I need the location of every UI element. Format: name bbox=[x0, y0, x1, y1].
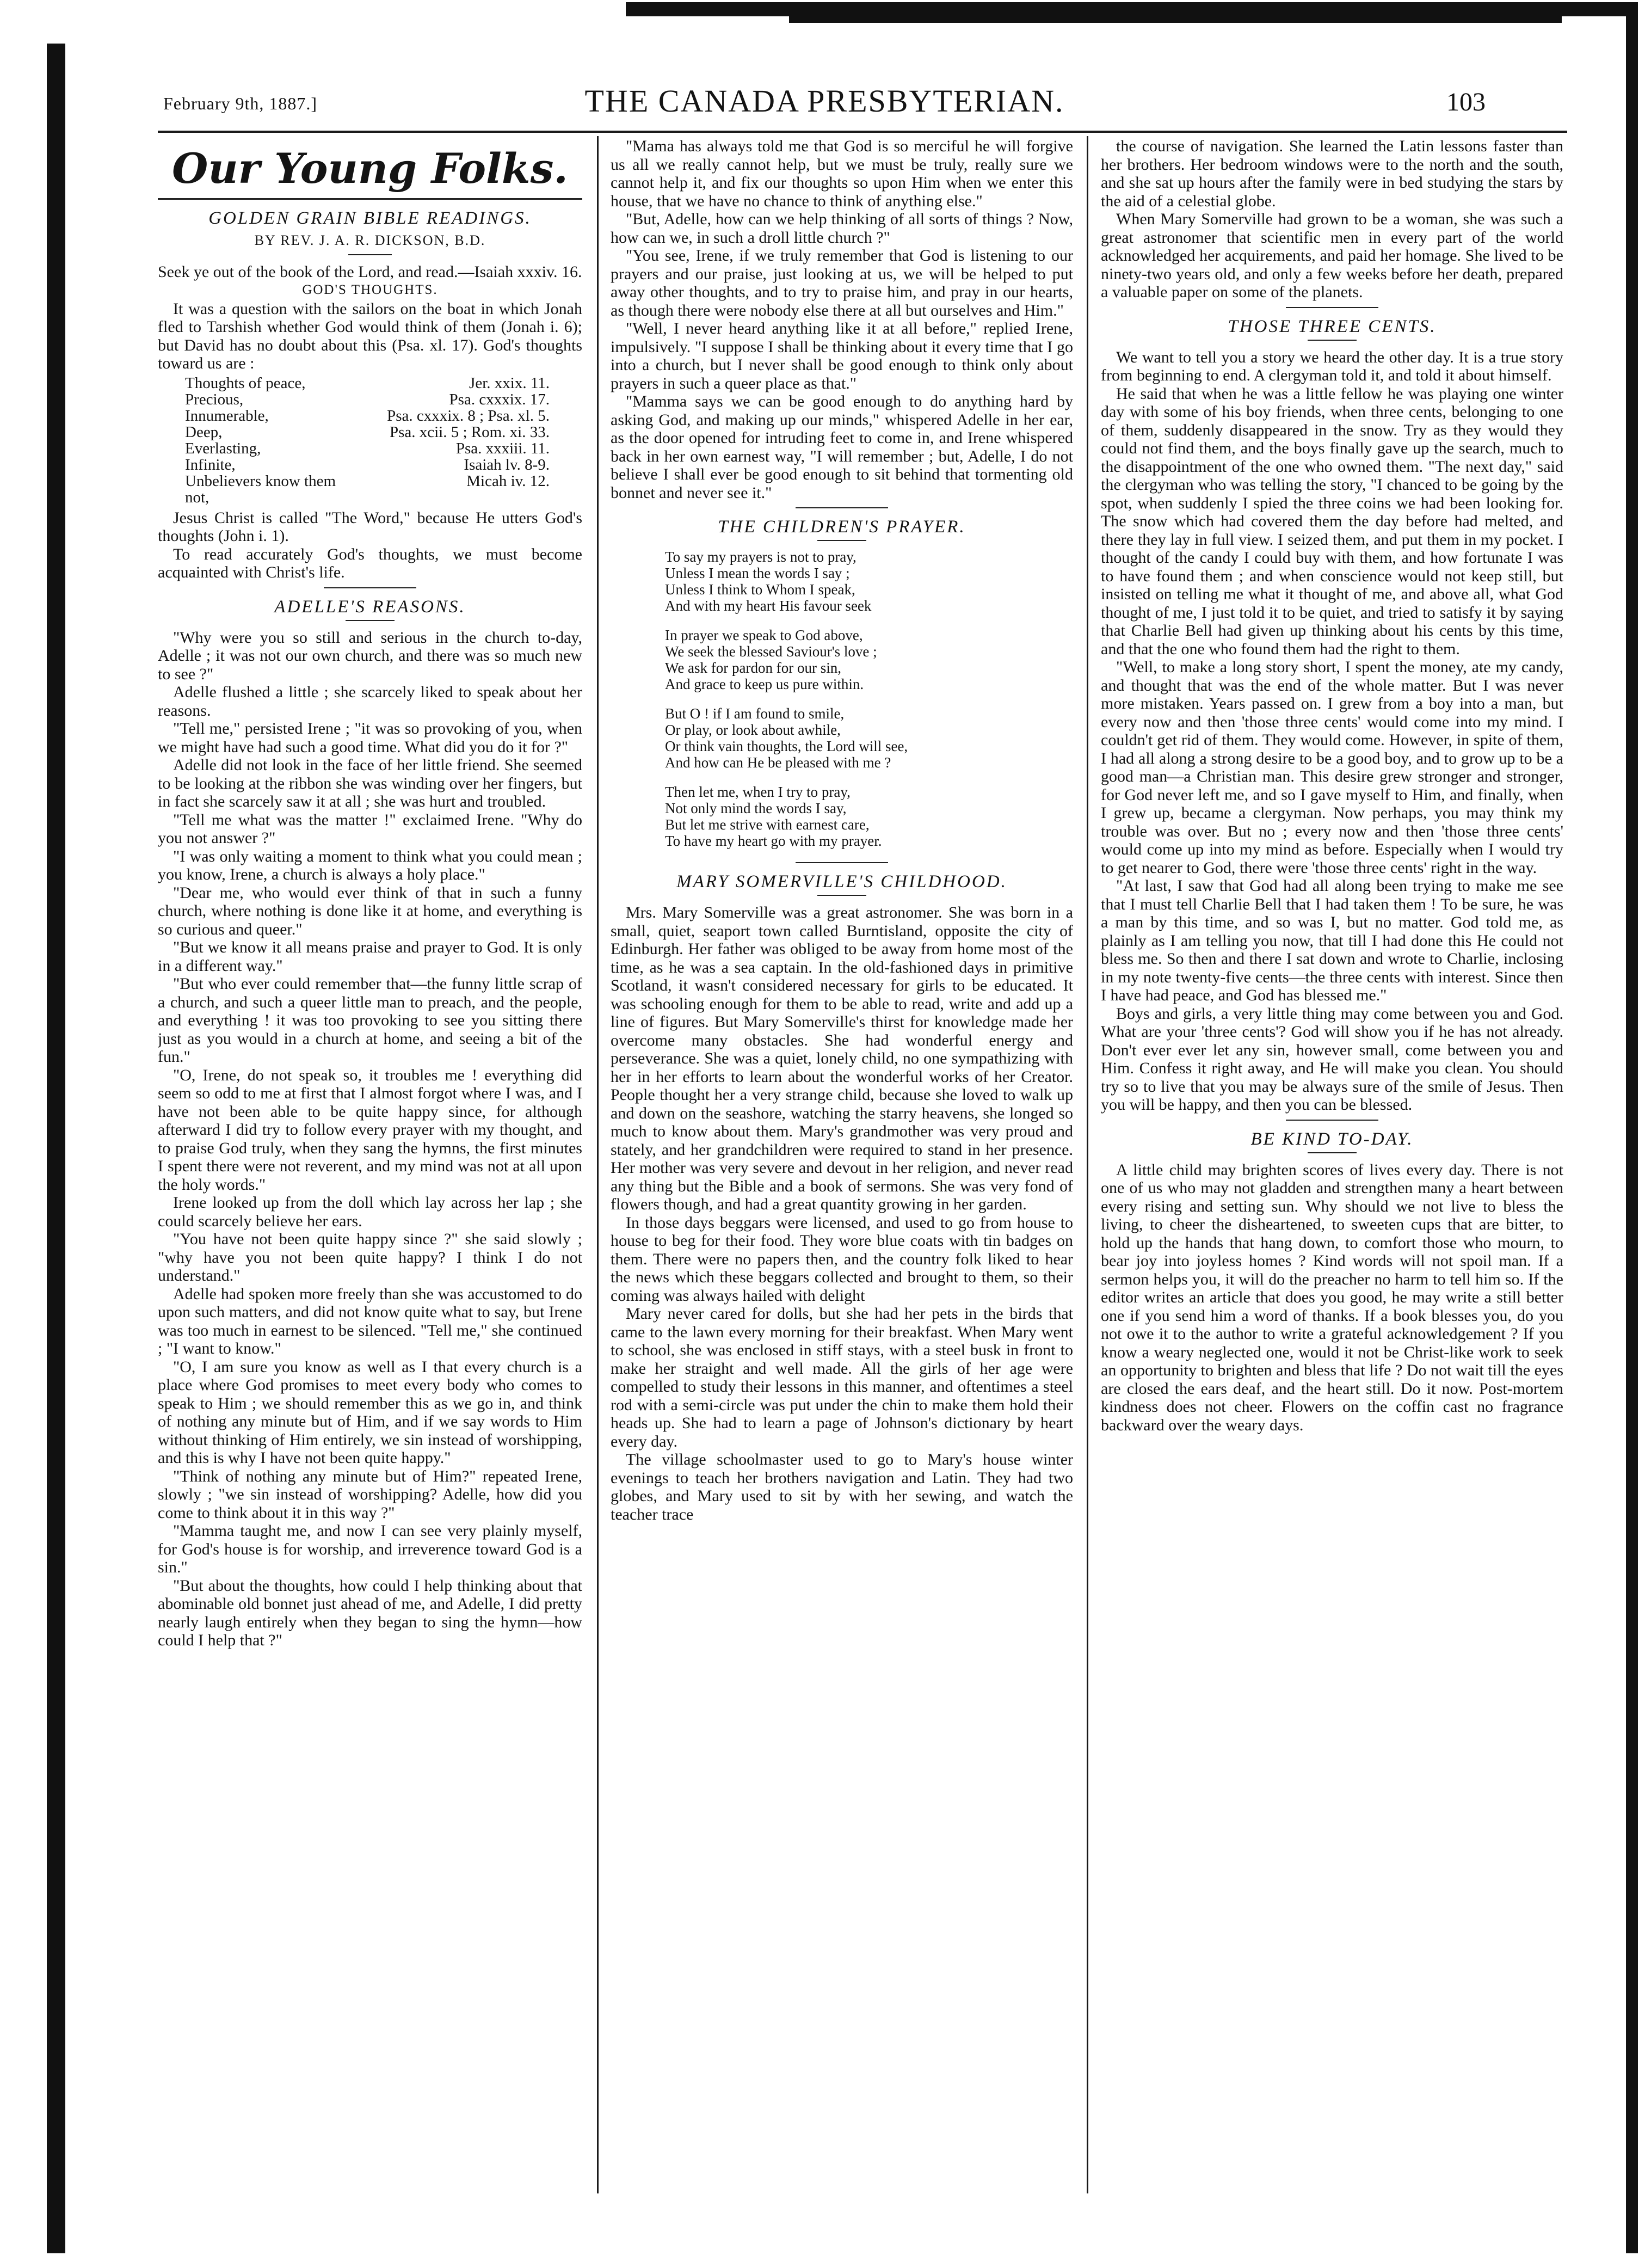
masthead-rule bbox=[158, 131, 1567, 133]
reference-citation: Psa. xcii. 5 ; Rom. xi. 33. bbox=[389, 423, 550, 441]
story-paragraph: "But, Adelle, how can we help thinking of all sorts of things ? Now, how can we, in such a droll little church ?" bbox=[611, 210, 1073, 247]
masthead bbox=[163, 82, 1486, 132]
poem-line: To say my prayers is not to pray, bbox=[665, 549, 857, 565]
story-paragraph: Adelle had spoken more freely than she was accustomed to do upon such matters, and did not know quite what to say, but Irene was too much in earnest to be silenced. "Tell me," she continued ; "I want to know." bbox=[158, 1284, 582, 1357]
reference-quality: Unbelievers know them not, bbox=[185, 472, 336, 506]
poem-stanza bbox=[611, 627, 1073, 692]
story-paragraph: Adelle flushed a little ; she scarcely liked to speak about her reasons. bbox=[158, 683, 582, 720]
section-divider bbox=[796, 507, 888, 508]
reference-row bbox=[158, 440, 582, 457]
story-paragraph: "You see, Irene, if we truly remember that God is listening to our prayers and our praise, just looking at us, we will be helped to put away other thoughts, and to try to praise him, and pray in our hearts, as though there were nobody else there at all but ourselves and Him." bbox=[611, 247, 1073, 319]
story-paragraph: "But who ever could remember that—the funny little scrap of a church, and such a queer little man to preach, and the people, and everything ! it was too provoking to see you sitting there just as you would in a church at home, and seeing a bit of the fun." bbox=[158, 975, 582, 1066]
title-rule bbox=[1308, 340, 1357, 341]
title-rule bbox=[1308, 1152, 1357, 1153]
poem-line: And grace to keep us pure within. bbox=[665, 676, 864, 692]
poem-line: And how can He be pleased with me ? bbox=[665, 754, 891, 771]
golden-grain-intro: It was a question with the sailors on the boat in which Jonah fled to Tarshish whether God would think of them (Jonah i. 6); but David has no doubt about this (Psa. xl. 17). God's thoughts toward us are : bbox=[158, 299, 582, 372]
story-paragraph: "O, Irene, do not speak so, it troubles me ! everything did seem so odd to me at first that I almost forgot where I was, and I have not been able to be quite happy since, for although afterward I did try to follow every prayer with my thought, and to praise God truly, when they sang the hymns, the first minutes I spent there were not reverent, and my mind was not at all upon the holy words." bbox=[158, 1066, 582, 1194]
section-title-rule bbox=[158, 198, 582, 200]
reference-quality: Precious, bbox=[185, 390, 244, 408]
childrens-prayer-poem bbox=[611, 549, 1073, 849]
story-paragraph: "Dear me, who would ever think of that in such a funny church, where nothing is done like it at home, and everything is so curious and queer." bbox=[158, 883, 582, 938]
scripture-reference-table bbox=[158, 375, 582, 506]
story-paragraph: Adelle did not look in the face of her little friend. She seemed to be looking at the ribbon she was winding over her fingers, but in fact she scarcely saw it at all ; she was hurt and troubled. bbox=[158, 756, 582, 810]
section-divider bbox=[1286, 1120, 1378, 1121]
adelle-reasons-title: ADELLE'S REASONS. bbox=[274, 597, 466, 617]
poem-line: Unless I think to Whom I speak, bbox=[665, 581, 855, 598]
article-paragraph: In those days beggars were licensed, and used to go from house to house to beg for their food. They wore blue coats with tin badges on them. There were no papers then, and the country folk liked to hear the news which these beggars collected and brought to them, so their coming was always hailed with delight bbox=[611, 1213, 1073, 1305]
reference-quality: Thoughts of peace, bbox=[185, 374, 306, 392]
reference-citation: Micah iv. 12. bbox=[466, 472, 550, 490]
poem-line: In prayer we speak to God above, bbox=[665, 627, 863, 643]
reference-row bbox=[158, 457, 582, 473]
story-paragraph: He said that when he was a little fellow he was playing one winter day with some of his boy friends, when three cents, belonging to one of them, suddenly disappeared in the snow. Try as they would they could not find them, and the boys finally gave up the search, much to the disappointment of the one who owned them. "The next day," said the clergyman who was telling the story, "I chanced to be going by the spot, when suddenly I spied the three coins we had been looking for. The snow which had covered them the day before had melted, and there they lay in full view. I seized them, and put them in my pocket. I thought of the candy I could buy with them, and how fortunate I was to have found them ; and when conscience would not keep still, but insisted on telling me what it thought of me, and above all, what God thought of me, I just told it to be quiet, and tried to satisfy it by saying that Charlie Bell had given up thinking about his cents by this time, and that the one who found them had the right to them. bbox=[1101, 384, 1563, 658]
story-paragraph: "Tell me what was the matter !" exclaimed Irene. "Why do you not answer ?" bbox=[158, 810, 582, 847]
story-paragraph: Irene looked up from the doll which lay across her lap ; she could scarcely believe her ears. bbox=[158, 1194, 582, 1230]
article-paragraph: When Mary Somerville had grown to be a woman, she was such a great astronomer that scientific men in every part of the world acknowledged her acquirements, and paid her homage. She lived to be ninety-two years old, and only a few weeks before her death, prepared a valuable paper on some of the planets. bbox=[1101, 210, 1563, 301]
story-paragraph: We want to tell you a story we heard the other day. It is a true story from beginning to end. A clergyman told it, and told it about himself. bbox=[1101, 348, 1563, 384]
golden-grain-paragraph: To read accurately God's thoughts, we must become acquainted with Christ's life. bbox=[158, 545, 582, 581]
reference-row bbox=[158, 408, 582, 424]
article-paragraph: Mrs. Mary Somerville was a great astronomer. She was born in a small, quiet, seaport town called Burntisland, opposite the city of Edinburgh. Her father was obliged to be away from home most of the time, as he was a sea captain. In the old-fashioned days in primitive Scotland, it wasn't considered necessary for girls to be educated. It was schooling enough for them to be able to read, write and add up a line of figures. But Mary Somerville's thirst for knowledge made her overcome many obstacles. She had wonderful energy and perseverance. She was a quiet, lonely child, no one sympathizing with her in her efforts to learn about the wonderful works of her Creator. People thought her a very strange child, because she loved to walk up and down on the seashore, watching the starry heavens, she longed so much to know about them. Mary's grandmother was very proud and stately, and her grandchildren were required to stand in her presence. Her mother was very severe and devout in her religion, and never read any thing but the Bible and a book of sermons. She was very fond of flowers though, and had a great quantity growing in her garden. bbox=[611, 903, 1073, 1213]
column-rule-2 bbox=[1087, 136, 1088, 2193]
story-paragraph: "Well, I never heard anything like it at all before," replied Irene, impulsively. "I suppose I shall be thinking about it every time that I go into a church, but I never shall be good enough to think only about prayers in such a queer place as that." bbox=[611, 319, 1073, 392]
reference-row bbox=[158, 473, 582, 506]
page-number: 103 bbox=[1446, 88, 1486, 116]
poem-line: Then let me, when I try to pray, bbox=[665, 784, 851, 800]
golden-grain-title: GOLDEN GRAIN BIBLE READINGS. bbox=[208, 208, 532, 228]
golden-grain-verse: Seek ye out of the book of the Lord, and read.—Isaiah xxxiv. 16. bbox=[158, 263, 582, 281]
story-paragraph: "Why were you so still and serious in the church to-day, Adelle ; it was not our own church, and there was so much new to see ?" bbox=[158, 628, 582, 683]
reference-citation: Jer. xxix. 11. bbox=[469, 374, 550, 392]
section-title: Our Young Folks. bbox=[172, 144, 568, 193]
poem-line: Or think vain thoughts, the Lord will see, bbox=[665, 738, 908, 754]
golden-grain-paragraph: Jesus Christ is called "The Word," because He utters God's thoughts (John i. 1). bbox=[158, 508, 582, 545]
issue-date: February 9th, 1887.] bbox=[163, 94, 318, 113]
story-paragraph: "Well, to make a long story short, I spent the money, ate my candy, and thought that was the end of the whole matter. But I was never more mistaken. Years passed on. I grew from a boy into a man, but every now and then 'those three cents' would come into my mind. I couldn't get rid of them. They would come. However, in spite of them, I had all along a strong desire to be a good boy, and to grow up to be a good man—a Christian man. This desire grew stronger and stronger, for God never left me, and so I gave myself to Him, and finally, when I grew up, became a clergyman. Now perhaps, you may think my trouble was over. But no ; every now and then 'those three cents' would come up into my mind as before. Especially when I would try to get nearer to God, there were 'those three cents' right in the way. bbox=[1101, 658, 1563, 877]
newspaper-title: THE CANADA PRESBYTERIAN. bbox=[584, 83, 1064, 119]
poem-stanza bbox=[611, 549, 1073, 614]
poem-line: Unless I mean the words I say ; bbox=[665, 565, 850, 581]
top-edge-bar-thin bbox=[789, 16, 1562, 23]
left-edge-bar bbox=[47, 44, 65, 2253]
reference-row bbox=[158, 391, 582, 408]
poem-stanza bbox=[611, 784, 1073, 849]
byline-rule bbox=[348, 254, 392, 255]
poem-line: But O ! if I am found to smile, bbox=[665, 705, 845, 722]
section-divider bbox=[1286, 307, 1378, 308]
article-paragraph: A little child may brighten scores of lives every day. There is not one of us who may not gladden and strengthen many a heart between every rising and setting sun. Why should we not live to bless the living, to cheer the disheartened, to sweeten cups that are bitter, to hold up the hands that hang down, to comfort those who mourn, to bear joy into joyless homes ? Kind words will not spoil man. If a sermon helps you, it will do the preacher no harm to tell him so. If the editor writes an article that does you good, he may write a still better one if you send him a word of thanks. If a book blesses you, do you not owe it to the author to write a grateful acknowledgement ? If you know a weary neglected one, would it not be Christ-like work to seek an opportunity to brighten and bless that life ? Do not wait till the eyes are closed the ears deaf, and the heart still. Do it now. Post-mortem kindness does not cheer. Flowers on the coffin cast no fragrance backward over the weary days. bbox=[1101, 1160, 1563, 1434]
three-cents-title: THOSE THREE CENTS. bbox=[1228, 316, 1437, 336]
reference-row bbox=[158, 424, 582, 440]
column-2 bbox=[611, 137, 1073, 2205]
article-paragraph: Mary never cared for dolls, but she had her pets in the birds that came to the lawn every morning for their breakfast. When Mary went to school, she was enclosed in stiff stays, with a steel busk in front to make her straight and well made. All the girls of her age were compelled to study their lessons in this manner, and oftentimes a steel rod with a semi-circle was put under the chin to make them hold their heads up. She had to learn a page of Johnson's dictionary by heart every day. bbox=[611, 1305, 1073, 1450]
poem-line: Not only mind the words I say, bbox=[665, 800, 847, 816]
story-paragraph: "But we know it all means praise and prayer to God. It is only in a different way." bbox=[158, 938, 582, 975]
gods-thoughts-subhead: GOD'S THOUGHTS. bbox=[302, 282, 438, 297]
childrens-prayer-title: THE CHILDREN'S PRAYER. bbox=[718, 517, 966, 537]
poem-line: But let me strive with earnest care, bbox=[665, 816, 870, 833]
reference-citation: Psa. cxxxix. 17. bbox=[449, 390, 550, 408]
column-1 bbox=[158, 137, 582, 2195]
story-paragraph: "Mamma says we can be good enough to do anything hard by asking God, and making up our minds," whispered Adelle in her ear, as the door opened for intruding feet to come in, and Irene whispered back in her own earnest way, "I will remember ; but, Adelle, I do not believe I shall ever be good enough to sit behind that tormenting old bonnet and never see it." bbox=[611, 392, 1073, 502]
be-kind-title: BE KIND TO-DAY. bbox=[1250, 1129, 1414, 1149]
reference-quality: Innumerable, bbox=[185, 407, 269, 425]
right-edge-bar bbox=[1626, 16, 1638, 2253]
story-paragraph: "You have not been quite happy since ?" she said slowly ; "why have you not been quite happy? I think I do not understand." bbox=[158, 1230, 582, 1284]
article-paragraph: The village schoolmaster used to go to Mary's house winter evenings to teach her brothers navigation and Latin. They had two globes, and Mary used to sit by with her sewing, and watch the teacher trace bbox=[611, 1450, 1073, 1523]
poem-line: To have my heart go with my prayer. bbox=[665, 833, 882, 849]
reference-row bbox=[158, 375, 582, 391]
reference-citation: Psa. xxxiii. 11. bbox=[455, 439, 550, 457]
story-paragraph: Boys and girls, a very little thing may come between you and God. What are your 'three cents'? God will show you if he has not already. Don't ever ever let any sin, however small, come between you and Him. Confess it right away, and He will make you clean. You should try so to live that you may be always sure of the smile of Jesus. Then you will be happy, and then you can be blessed. bbox=[1101, 1004, 1563, 1114]
top-edge-bar bbox=[626, 2, 1638, 16]
story-paragraph: "Mama has always told me that God is so merciful he will forgive us all we really cannot help, but we must be truly, really sure we cannot help it, and fix our thoughts so upon Him when we enter this house, that we have no chance to think of anything else." bbox=[611, 137, 1073, 210]
reference-quality: Everlasting, bbox=[185, 439, 261, 457]
mary-somerville-title: MARY SOMERVILLE'S CHILDHOOD. bbox=[676, 872, 1007, 892]
section-divider bbox=[796, 862, 888, 863]
reference-quality: Infinite, bbox=[185, 456, 236, 474]
story-paragraph: "I was only waiting a moment to think what you could mean ; you know, Irene, a church is always a holy place." bbox=[158, 847, 582, 883]
reference-citation: Psa. cxxxix. 8 ; Psa. xl. 5. bbox=[387, 407, 550, 425]
story-paragraph: "Think of nothing any minute but of Him?" repeated Irene, slowly ; "we sin instead of worshipping? Adelle, how did you come to think about it in this way ?" bbox=[158, 1467, 582, 1522]
poem-line: We ask for pardon for our sin, bbox=[665, 660, 841, 676]
story-paragraph: "Tell me," persisted Irene ; "it was so provoking of you, when we might have had such a good time. What did you do it for ?" bbox=[158, 720, 582, 756]
story-paragraph: "Mamma taught me, and now I can see very plainly myself, for God's house is for worship, and irreverence toward God is a sin." bbox=[158, 1522, 582, 1576]
golden-grain-byline: BY REV. J. A. R. DICKSON, B.D. bbox=[254, 232, 486, 248]
poem-line: And with my heart His favour seek bbox=[665, 598, 872, 614]
poem-stanza bbox=[611, 705, 1073, 771]
story-paragraph: "At last, I saw that God had all along been trying to make me see that I must tell Charlie Bell that I had taken them ! To be sure, he was a man by this time, and so was I, but no matter. God told me, as plainly as I am telling you now, that till I had done this He could not bless me. So then and there I sat down and wrote to Charlie, inclosing in my note twenty-five cents—the three cents with interest. Since then I have had peace, and God has blessed me." bbox=[1101, 877, 1563, 1004]
column-rule-1 bbox=[597, 136, 599, 2193]
column-3 bbox=[1101, 137, 1563, 2195]
section-divider bbox=[324, 587, 416, 588]
story-paragraph: "O, I am sure you know as well as I that every church is a place where God promises to meet every body who comes to speak to Him ; we should remember this as we go in, and think of nothing any minute but of Him, and if we say words to Him without thinking of Him entirely, we sin instead of worshipping, and this is why I have not been quite happy." bbox=[158, 1357, 582, 1467]
title-rule bbox=[346, 620, 395, 621]
poem-line: We seek the blessed Saviour's love ; bbox=[665, 643, 877, 660]
article-paragraph: the course of navigation. She learned the Latin lessons faster than her brothers. Her bedroom windows were to the north and the south, and she sat up hours after the family were in bed studying the stars by the aid of a celestial globe. bbox=[1101, 137, 1563, 210]
reference-quality: Deep, bbox=[185, 423, 223, 441]
poem-line: Or play, or look about awhile, bbox=[665, 722, 841, 738]
title-rule bbox=[817, 895, 866, 896]
reference-citation: Isaiah lv. 8-9. bbox=[464, 456, 550, 474]
title-rule bbox=[817, 540, 866, 541]
story-paragraph: "But about the thoughts, how could I help thinking about that abominable old bonnet just ahead of me, and Adelle, I did pretty nearly laugh entirely when they began to sing the hymn—how could I help that ?" bbox=[158, 1576, 582, 1649]
